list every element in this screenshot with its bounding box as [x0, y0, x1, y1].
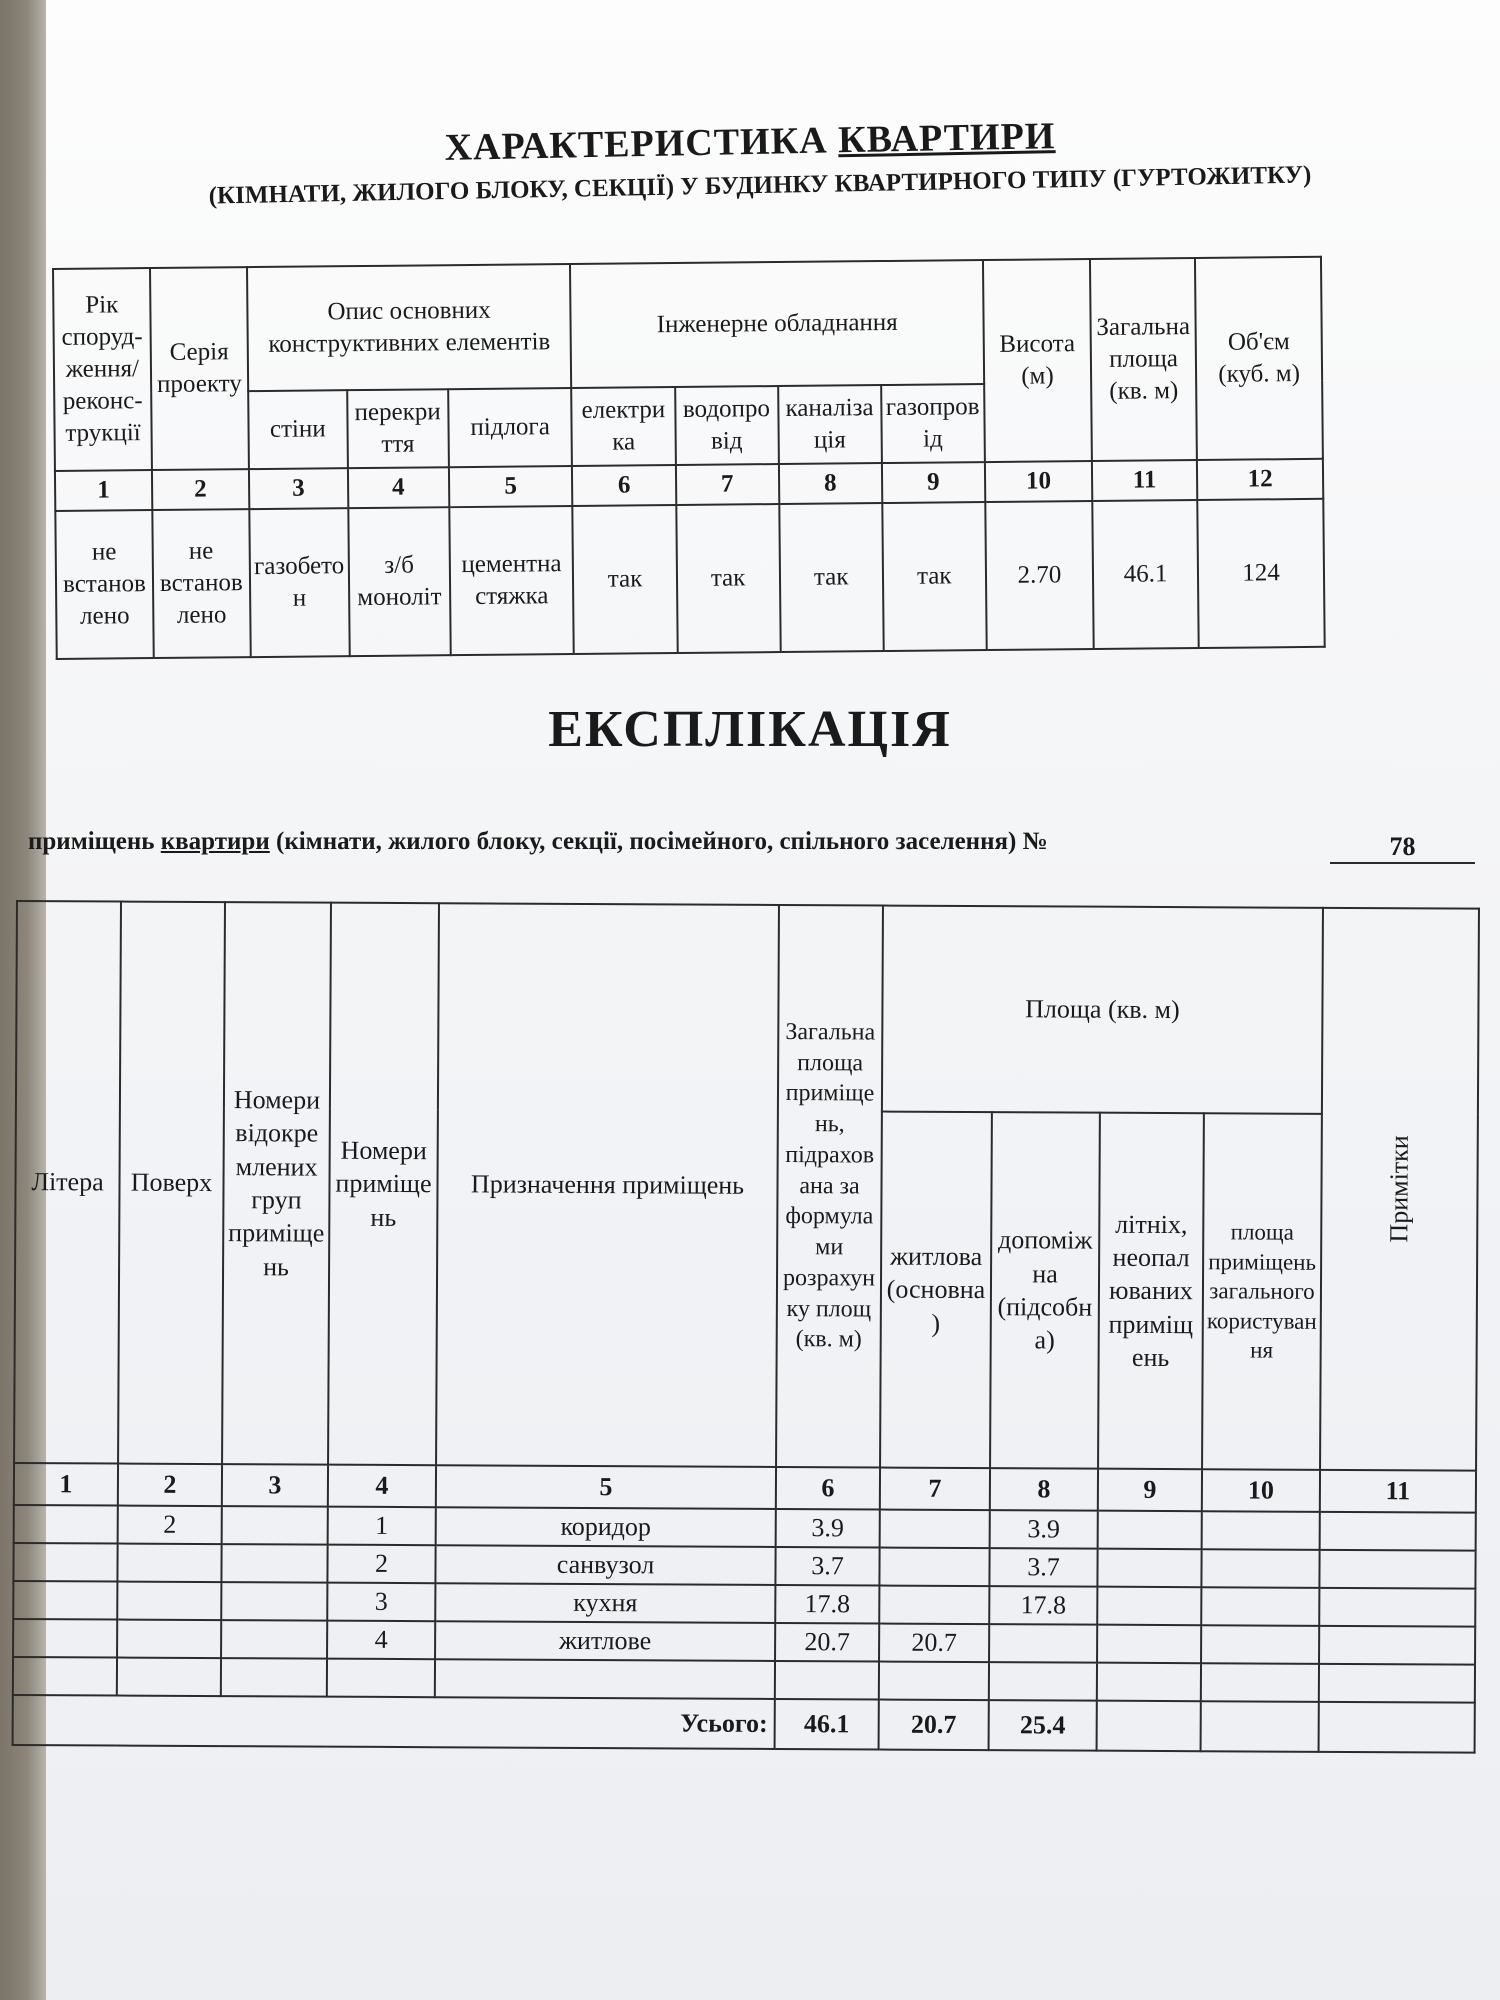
column-number: 11 [1092, 460, 1198, 501]
explication-table [12, 900, 1480, 1754]
column-number: 1 [14, 1463, 118, 1506]
column-number: 3 [249, 468, 348, 509]
header-gas: газопровід [881, 384, 985, 463]
header-group-number: Номери відокремлених груп приміщень [222, 902, 331, 1465]
room-aux-area: 3.7 [989, 1548, 1097, 1587]
room-purpose: кухня [435, 1583, 775, 1623]
premises-suffix: (кімнати, жилого блоку, секції, посімейного, спільного заселення) № [269, 828, 1048, 855]
cell-electricity: так [573, 505, 677, 654]
column-number: 12 [1197, 459, 1323, 500]
header-electricity: електрика [572, 387, 676, 466]
header-living: житлова (основна) [880, 1112, 992, 1469]
room-number: 3 [327, 1583, 435, 1622]
column-number: 2 [118, 1464, 222, 1507]
room-number: 2 [327, 1545, 435, 1584]
room-living-area [879, 1548, 989, 1587]
column-number: 7 [880, 1468, 990, 1511]
column-number: 3 [222, 1464, 328, 1507]
totals-row [13, 1695, 1475, 1753]
room-total-area: 3.9 [776, 1509, 880, 1548]
header-purpose: Призначення приміщень [436, 903, 779, 1467]
header-letter: Літера [14, 901, 121, 1464]
document-subtitle: (КІМНАТИ, ЖИЛОГО БЛОКУ, СЕКЦІЇ) У БУДИНКУ КВАРТИРНОГО ТИПУ (ГУРТОЖИТКУ) [208, 161, 1312, 210]
header-sewer: каналізація [778, 385, 882, 464]
header-floor: Поверх [118, 902, 225, 1465]
premises-prefix: приміщень [28, 828, 161, 855]
header-engineering: Інженерне обладнання [570, 260, 983, 388]
room-aux-area: 17.8 [989, 1586, 1097, 1625]
cell-walls: газобетон [249, 508, 349, 657]
cell-year: не встановлено [55, 510, 153, 659]
room-number: 1 [328, 1507, 436, 1546]
column-number: 2 [152, 469, 249, 510]
column-number: 8 [779, 463, 882, 504]
title-text: ХАРАКТЕРИСТИКА [444, 119, 839, 169]
cell-sewer: так [779, 503, 883, 652]
column-number: 6 [572, 465, 675, 506]
room-total-area: 20.7 [775, 1623, 879, 1662]
apartment-number: 78 [1330, 832, 1475, 864]
cell-gas: так [882, 502, 987, 651]
cell-total-area: 46.1 [1092, 500, 1199, 649]
cell-volume: 124 [1197, 499, 1324, 648]
room-number: 4 [327, 1621, 435, 1660]
column-number: 9 [1098, 1469, 1202, 1512]
header-room-number: Номери приміщень [328, 903, 439, 1466]
header-structural: Опис основних конструктивних елементів [247, 264, 572, 391]
header-volume: Об'єм (куб. м) [1195, 257, 1323, 460]
header-notes: Примітки [1384, 1135, 1415, 1243]
header-area-group: Площа (кв. м) [882, 906, 1323, 1114]
column-number: 7 [675, 464, 778, 505]
column-number: 5 [436, 1465, 776, 1509]
column-number: 10 [985, 461, 1093, 502]
room-living-area [879, 1586, 989, 1625]
explication-heading: ЕКСПЛІКАЦІЯ [548, 701, 952, 758]
header-common: площа приміщень загального користування [1202, 1113, 1322, 1470]
header-notes-cell [1320, 908, 1479, 1471]
column-number: 1 [55, 470, 152, 511]
header-height: Висота (м) [983, 259, 1092, 462]
cell-height: 2.70 [985, 501, 1094, 650]
column-number: 10 [1202, 1469, 1320, 1512]
totals-aux-area: 25.4 [989, 1700, 1097, 1751]
header-water: водопровід [675, 386, 779, 465]
cell-water: так [676, 504, 780, 653]
header-auxiliary: допоміжна (підсобна) [990, 1112, 1100, 1469]
header-floors-slab: перекриття [347, 389, 449, 468]
header-series: Серія проекту [150, 267, 249, 470]
cell-flooring: цементна стяжка [449, 506, 574, 655]
cell-series: не встановлено [152, 509, 250, 658]
room-aux-area: 3.9 [990, 1510, 1098, 1549]
characteristics-table [52, 256, 1326, 660]
column-number: 5 [449, 466, 573, 507]
totals-living-area: 20.7 [879, 1700, 989, 1751]
floor-value: 2 [118, 1506, 222, 1545]
title-underlined-word: КВАРТИРИ [837, 115, 1056, 162]
column-number: 8 [990, 1468, 1098, 1511]
column-number: 6 [776, 1467, 880, 1510]
header-flooring: підлога [448, 388, 572, 467]
header-summer: літніх, неопалюваних приміщень [1098, 1113, 1204, 1470]
column-number: 11 [1320, 1470, 1476, 1513]
header-total-area: Загальна площа приміщень, підрахована за формулами розрахунку площ (кв. м) [776, 905, 883, 1468]
room-total-area: 17.8 [775, 1585, 879, 1624]
room-living-area: 20.7 [879, 1624, 989, 1663]
room-purpose: санвузол [435, 1545, 775, 1585]
header-total-area: Загальна площа (кв. м) [1090, 258, 1197, 461]
room-living-area [880, 1510, 990, 1549]
totals-total-area: 46.1 [775, 1699, 879, 1750]
room-aux-area [989, 1624, 1097, 1663]
premises-line [28, 828, 1298, 856]
totals-label: Усього: [13, 1695, 775, 1749]
column-number: 4 [348, 467, 449, 508]
column-number: 4 [328, 1465, 436, 1508]
cell-floors-slab: з/б моноліт [348, 507, 450, 656]
room-purpose: житлове [435, 1621, 775, 1661]
room-total-area: 3.7 [775, 1547, 879, 1586]
column-number: 9 [882, 462, 985, 503]
premises-underlined-word: квартири [160, 828, 270, 855]
room-purpose: коридор [436, 1507, 776, 1547]
header-year: Рік споруд-ження/ реконс-трукції [53, 268, 152, 471]
header-walls: стіни [248, 390, 348, 469]
